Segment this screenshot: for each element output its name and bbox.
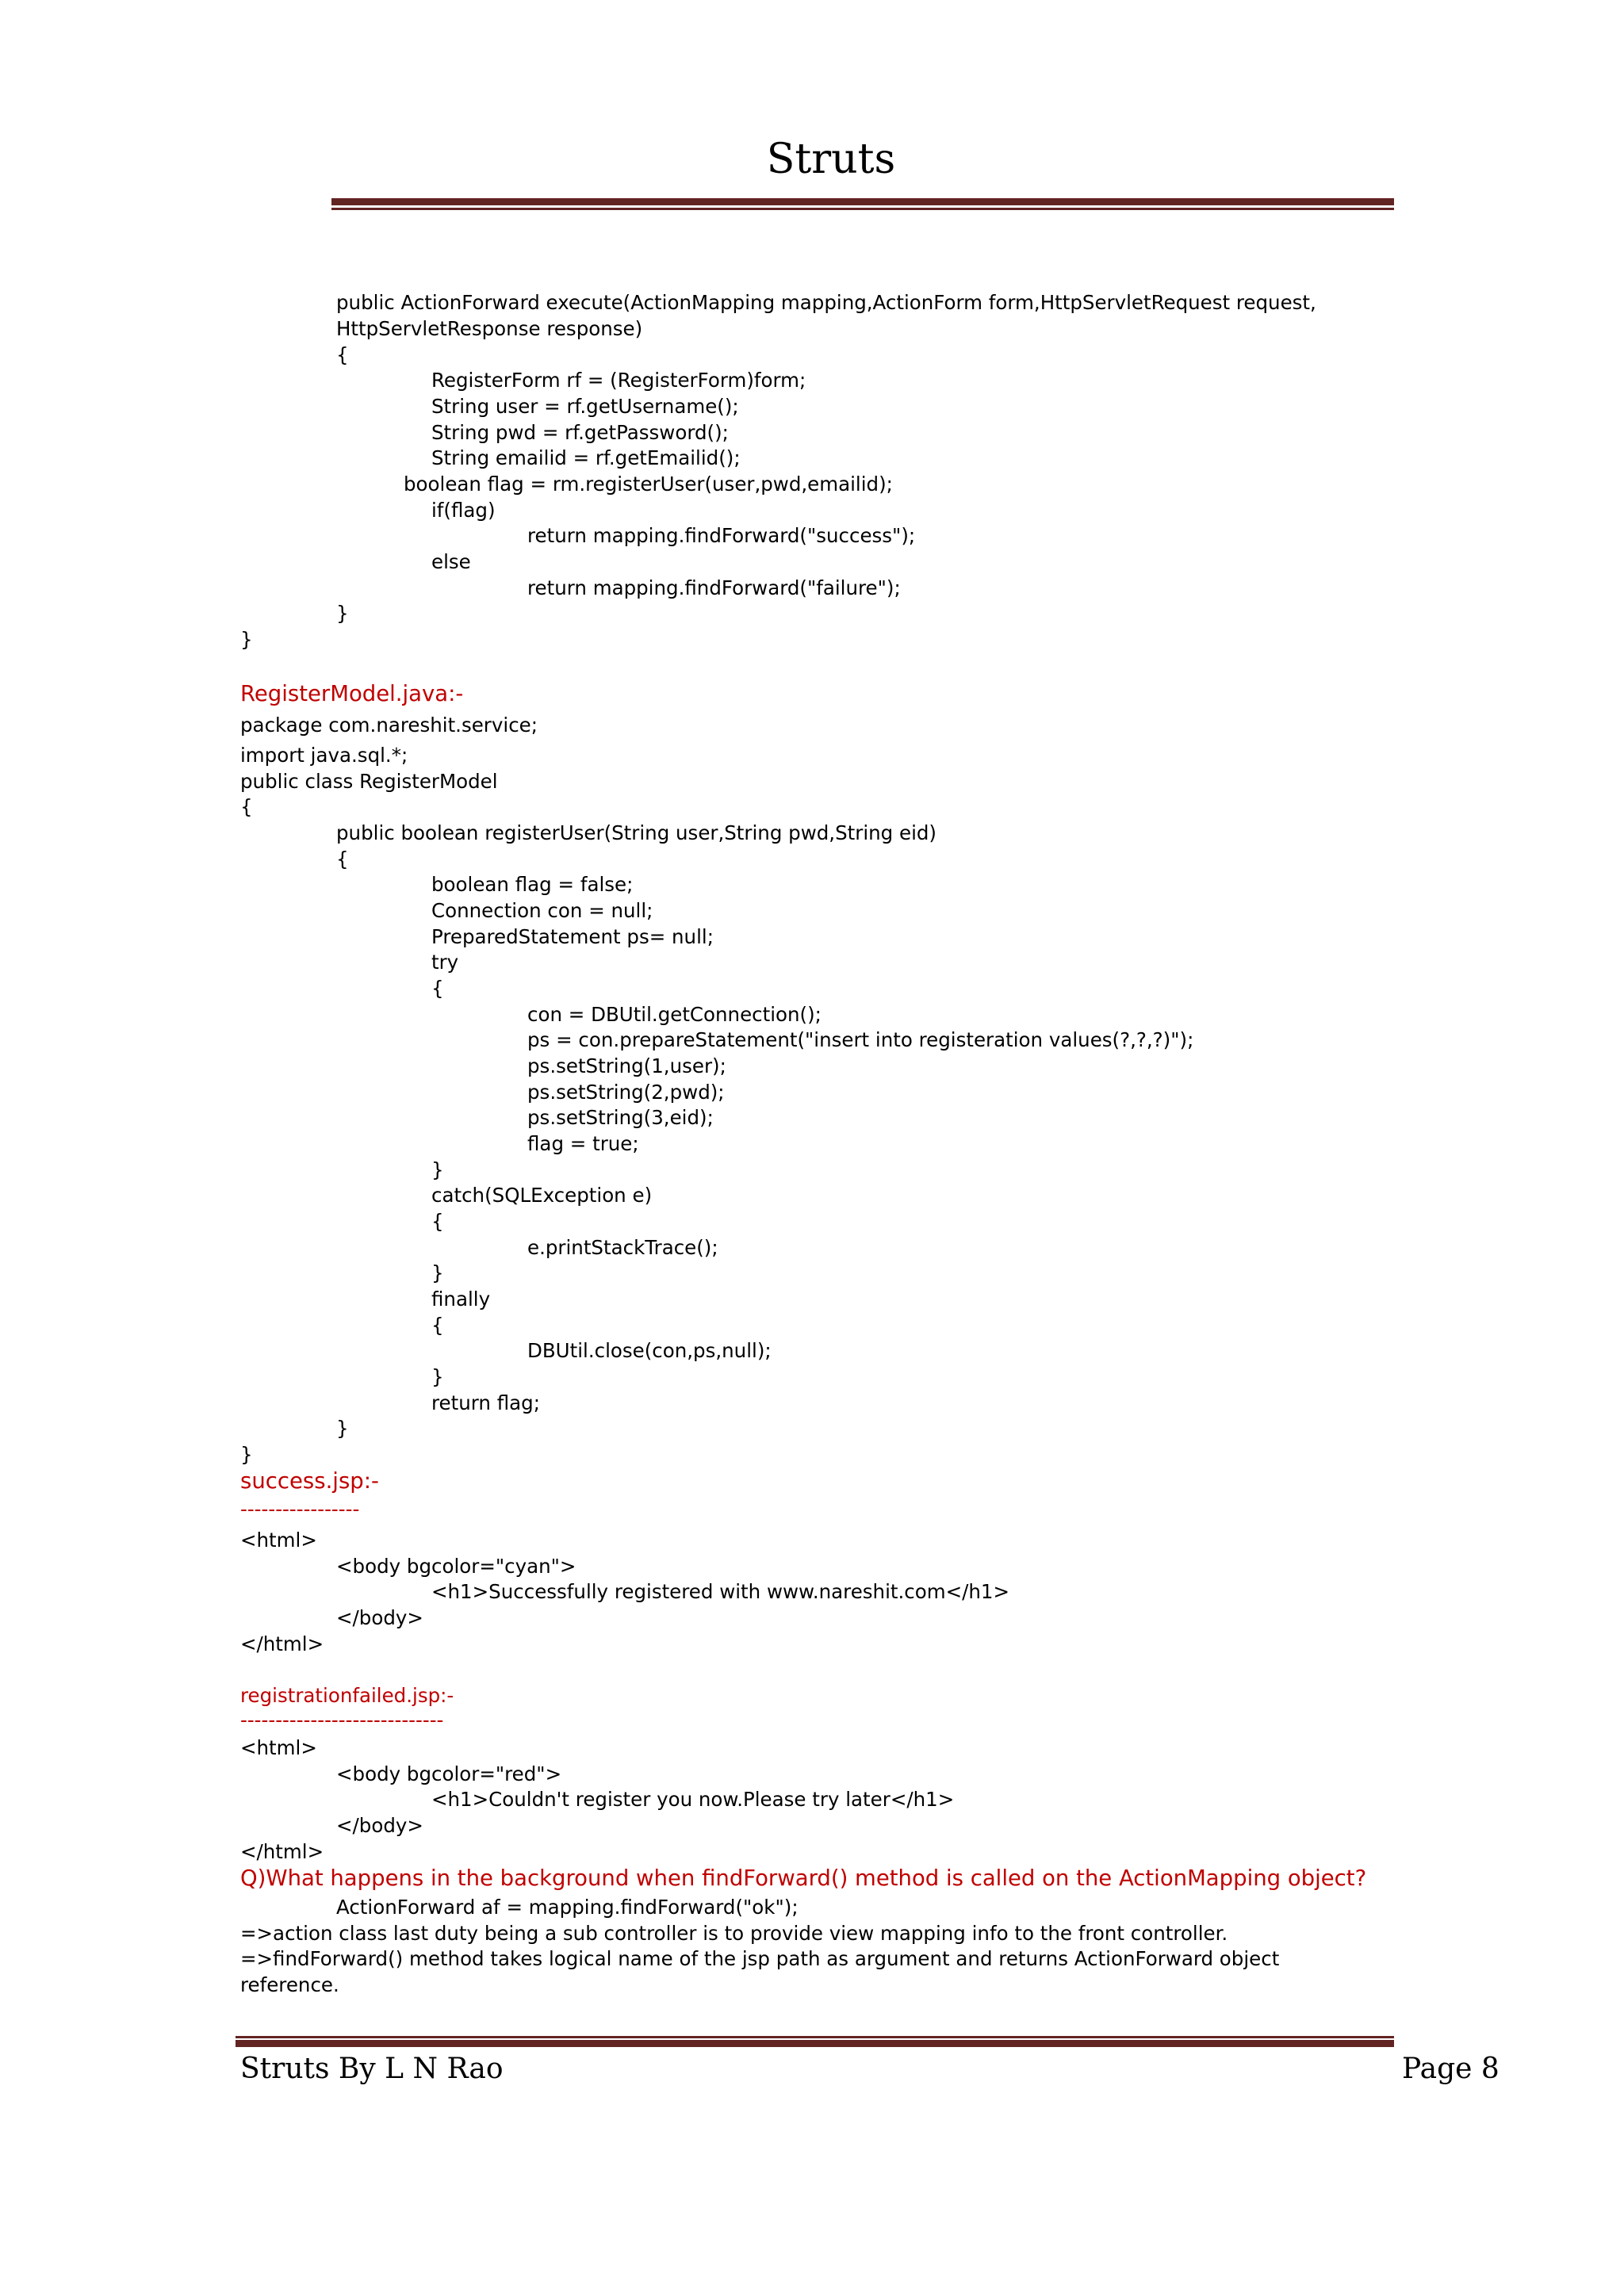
code-line: Connection con = null; (431, 899, 653, 922)
code-line: package com.nareshit.service; (240, 714, 538, 737)
code-line: <html> (240, 1529, 317, 1552)
footer-rule-thick (236, 2040, 1394, 2047)
answer-line: ActionForward af = mapping.findForward("ok"); (336, 1896, 799, 1919)
code-line: { (336, 343, 349, 366)
code-line: </html> (240, 1632, 324, 1655)
header-rule-thick (331, 198, 1394, 205)
code-line: catch(SQLException e) (431, 1184, 653, 1207)
code-line: <html> (240, 1736, 317, 1759)
code-line: try (431, 951, 459, 974)
question-heading: Q)What happens in the background when findForward() method is called on the ActionMapping object? (240, 1866, 1367, 1891)
code-line: public class RegisterModel (240, 770, 498, 793)
code-line: boolean flag = rm.registerUser(user,pwd,emailid); (404, 473, 893, 496)
code-line: return mapping.findForward("success"); (527, 524, 916, 547)
register-model-heading: RegisterModel.java:- (240, 681, 464, 706)
code-line: </html> (240, 1840, 324, 1863)
answer-line: =>action class last duty being a sub controller is to provide view mapping info to the front controller. (240, 1922, 1228, 1945)
code-line: if(flag) (431, 499, 496, 522)
code-line: public boolean registerUser(String user,String pwd,String eid) (336, 821, 936, 844)
code-line: DBUtil.close(con,ps,null); (527, 1339, 772, 1362)
code-line: } (240, 628, 253, 651)
code-line: return flag; (431, 1391, 540, 1414)
code-line: { (240, 795, 253, 818)
code-line: <h1>Couldn't register you now.Please try later</h1> (431, 1788, 955, 1811)
footer-rule-thin (236, 2036, 1394, 2038)
footer-author: Struts By L N Rao (240, 2053, 504, 2085)
code-line: { (336, 848, 349, 871)
code-line: </body> (336, 1606, 423, 1629)
code-line: e.printStackTrace(); (527, 1236, 718, 1259)
code-line: return mapping.findForward("failure"); (527, 576, 901, 599)
code-line: } (240, 1443, 253, 1466)
code-line: String user = rf.getUsername(); (431, 395, 739, 418)
code-line: HttpServletResponse response) (336, 317, 643, 340)
code-line: finally (431, 1288, 491, 1311)
code-line: RegisterForm rf = (RegisterForm)form; (431, 369, 806, 392)
code-line: ps.setString(2,pwd); (527, 1081, 725, 1104)
header-rule-thin (331, 208, 1394, 210)
failed-jsp-heading: registrationfailed.jsp:- (240, 1684, 454, 1707)
code-line: <body bgcolor="red"> (336, 1762, 562, 1785)
code-line: { (431, 1210, 444, 1233)
success-jsp-underline: ----------------- (240, 1498, 360, 1521)
code-line: else (431, 550, 471, 573)
code-line: public ActionForward execute(ActionMapping mapping,ActionForm form,HttpServletRequest request, (336, 291, 1316, 314)
code-line: } (336, 1417, 349, 1440)
failed-jsp-underline: ----------------------------- (240, 1709, 444, 1732)
code-line: con = DBUtil.getConnection(); (527, 1003, 822, 1026)
code-line: ps.setString(1,user); (527, 1054, 726, 1077)
code-line: } (336, 602, 349, 625)
answer-line: =>findForward() method takes logical name of the jsp path as argument and returns ActionForward object (240, 1947, 1280, 1970)
code-line: } (431, 1365, 444, 1388)
code-line: ps.setString(3,eid); (527, 1106, 714, 1129)
code-line: import java.sql.*; (240, 744, 408, 767)
success-jsp-heading: success.jsp:- (240, 1468, 379, 1494)
code-line: String pwd = rf.getPassword(); (431, 421, 729, 444)
code-line: } (431, 1261, 444, 1284)
code-line: } (431, 1158, 444, 1181)
code-line: String emailid = rf.getEmailid(); (431, 446, 741, 469)
code-line: ps = con.prepareStatement("insert into registeration values(?,?,?)"); (527, 1028, 1194, 1051)
code-line: <h1>Successfully registered with www.nareshit.com</h1> (431, 1580, 1010, 1603)
answer-line: reference. (240, 1973, 339, 1996)
page-header-title: Struts (766, 136, 896, 183)
code-line: <body bgcolor="cyan"> (336, 1555, 576, 1578)
code-line: boolean flag = false; (431, 873, 634, 896)
footer-page-number: Page 8 (1402, 2053, 1500, 2085)
code-line: </body> (336, 1814, 423, 1837)
code-line: { (431, 1314, 444, 1337)
code-line: PreparedStatement ps= null; (431, 925, 714, 948)
code-line: { (431, 977, 444, 1000)
code-line: flag = true; (527, 1132, 639, 1155)
